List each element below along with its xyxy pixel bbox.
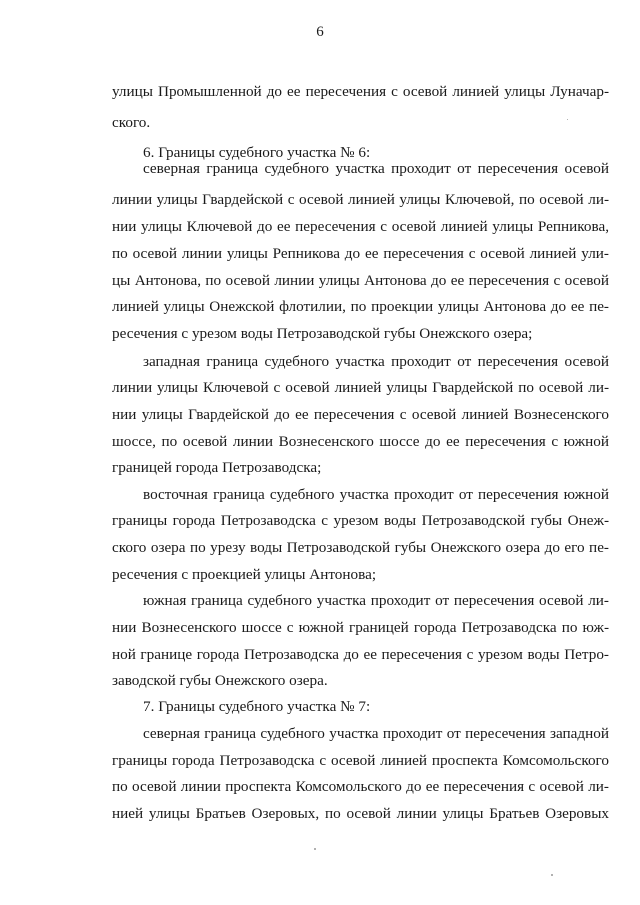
text-line: северная граница судебного участка проходит от пересечения западной <box>143 725 609 742</box>
text-line: границей города Петрозаводска; <box>112 459 322 476</box>
text-line: северная граница судебного участка проходит от пересечения осевой <box>143 160 609 177</box>
page-number: 6 <box>316 24 324 40</box>
text-line: нией улицы Братьев Озеровых, по осевой линии улицы Братьев Озеровых <box>112 805 609 822</box>
section-heading: 7. Границы судебного участка № 7: <box>143 698 371 715</box>
text-line: западная граница судебного участка проходит от пересечения осевой <box>143 353 609 370</box>
text-line: линии улицы Гвардейской с осевой линией улицы Ключевой, по осевой ли- <box>112 191 609 208</box>
text-line: по осевой линии проспекта Комсомольского до ее пересечения с осевой ли- <box>112 778 609 795</box>
text-line: границы города Петрозаводска с урезом воды Петрозаводской губы Онеж- <box>112 512 609 529</box>
text-line: южная граница судебного участка проходит от пересечения осевой ли- <box>143 592 609 609</box>
scan-speck <box>551 874 553 876</box>
text-line: линией улицы Онежской флотилии, по проекции улицы Антонова до ее пе- <box>112 298 609 315</box>
text-line: ресечения с проекцией улицы Антонова; <box>112 566 377 583</box>
text-line: нии улицы Гвардейской до ее пересечения с осевой линией Вознесенского <box>112 406 609 423</box>
text-line: шоссе, по осевой линии Вознесенского шоссе до ее пересечения с южной <box>112 433 609 450</box>
text-line: линии улицы Ключевой с осевой линией улицы Гвардейской по осевой ли- <box>112 379 609 396</box>
text-line: ского озера по урезу воды Петрозаводской губы Онежского озера до его пе- <box>112 539 609 556</box>
scan-speck <box>314 848 316 850</box>
text-line: восточная граница судебного участка проходит от пересечения южной <box>143 486 609 503</box>
text-line: нии улицы Ключевой до ее пересечения с осевой линией улицы Репникова, <box>112 218 609 235</box>
text-line: ной границе города Петрозаводска до ее пересечения с урезом воды Петро- <box>112 646 609 663</box>
section-heading: 6. Границы судебного участка № 6: <box>143 144 371 161</box>
text-line: ресечения с урезом воды Петрозаводской губы Онежского озера; <box>112 325 533 342</box>
text-line: улицы Промышленной до ее пересечения с осевой линией улицы Луначар- <box>112 83 609 100</box>
text-line: границы города Петрозаводска с осевой линией проспекта Комсомольского <box>112 752 609 769</box>
text-line: заводской губы Онежского озера. <box>112 672 328 689</box>
text-line: нии Вознесенского шоссе с южной границей города Петрозаводска по юж- <box>112 619 609 636</box>
text-line: по осевой линии улицы Репникова до ее пересечения с осевой линией ули- <box>112 245 609 262</box>
text-line: ского. <box>112 114 151 131</box>
scan-speck <box>567 119 568 120</box>
text-line: цы Антонова, по осевой линии улицы Антонова до ее пересечения с осевой <box>112 272 609 289</box>
